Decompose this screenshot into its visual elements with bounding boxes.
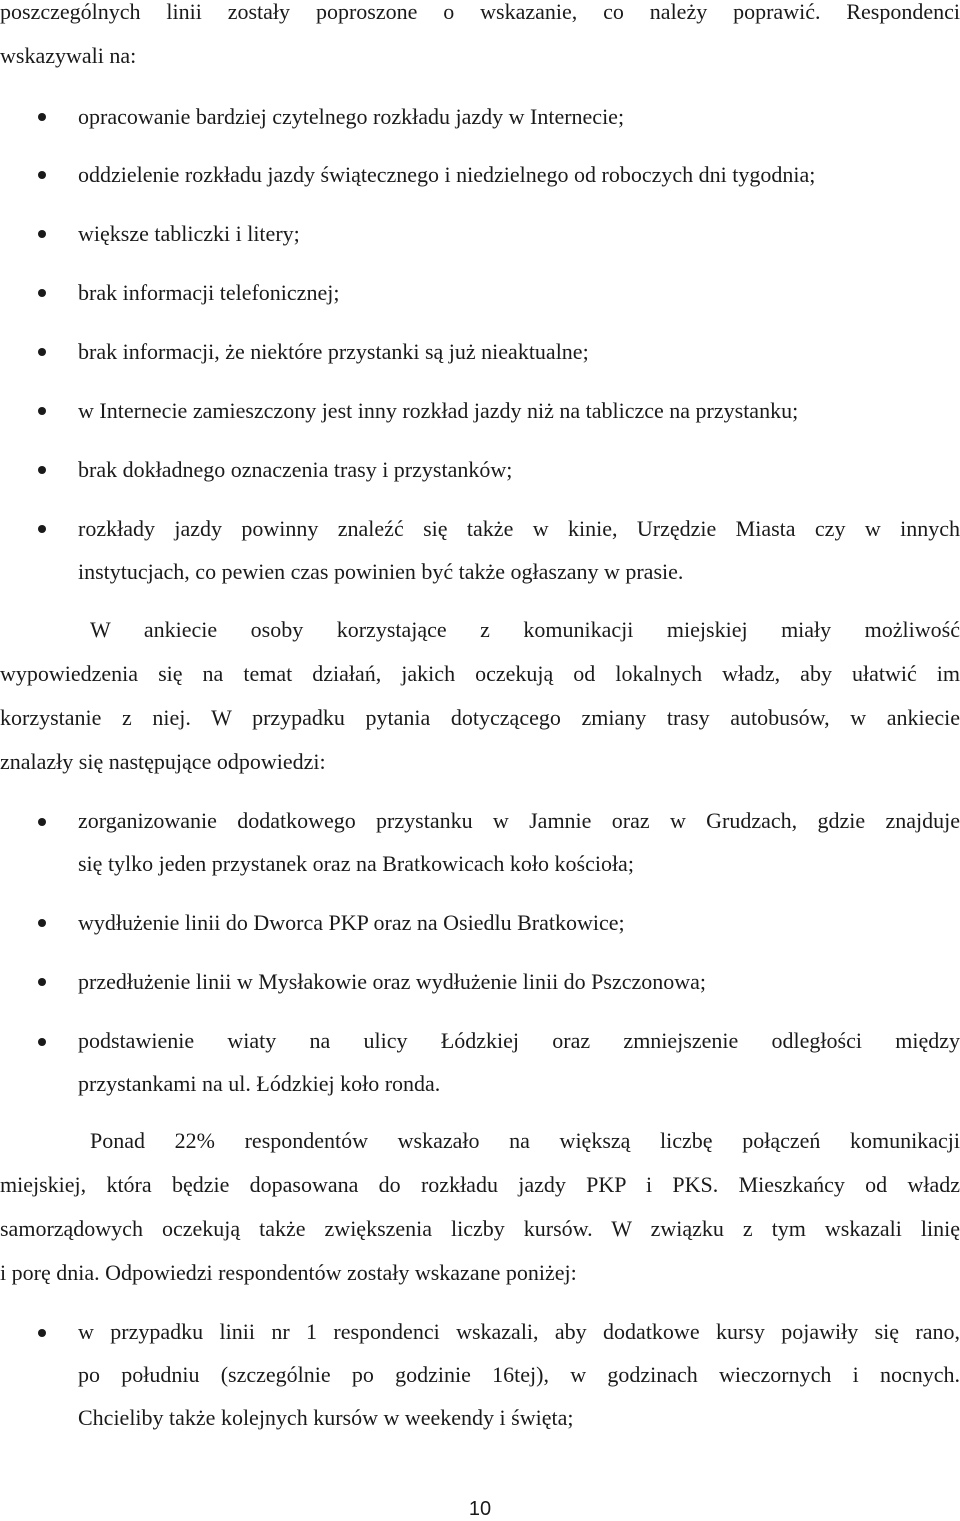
list-item-text: podstawienie wiaty na ulicy Łódzkiej oraz zmniejszenie odległości między: [78, 1028, 960, 1053]
paragraph-line: i porę dnia. Odpowiedzi respondentów zostały wskazane poniżej:: [0, 1260, 577, 1285]
bullet-icon: [38, 113, 46, 121]
bullet-icon: [38, 1329, 46, 1337]
list-item-text: brak dokładnego oznaczenia trasy i przystanków;: [78, 457, 513, 482]
bullet-icon: [38, 919, 46, 927]
paragraph-line: W ankiecie osoby korzystające z komunikacji miejskiej miały możliwość: [90, 617, 960, 642]
list-item-text: w Internecie zamieszczony jest inny rozkład jazdy niż na tabliczce na przystanku;: [78, 398, 799, 423]
list-item-text: oddzielenie rozkładu jazdy świątecznego i niedzielnego od roboczych dni tygodnia;: [78, 162, 816, 187]
page-number: 10: [468, 1498, 492, 1520]
list-item-text: w przypadku linii nr 1 respondenci wskazali, aby dodatkowe kursy pojawiły się rano,: [78, 1319, 960, 1344]
bullet-icon: [38, 818, 46, 826]
intro-line-1: poszczególnych linii zostały poproszone o wskazanie, co należy poprawić. Respondenci: [0, 0, 960, 24]
list-item-text: brak informacji, że niektóre przystanki są już nieaktualne;: [78, 339, 589, 364]
list-item-text: zorganizowanie dodatkowego przystanku w Jamnie oraz w Grudzach, gdzie znajduje: [78, 808, 960, 833]
bullet-icon: [38, 407, 46, 415]
list-item-text: większe tabliczki i litery;: [78, 221, 300, 246]
bullet-icon: [38, 348, 46, 356]
list-item-text: opracowanie bardziej czytelnego rozkładu jazdy w Internecie;: [78, 104, 625, 129]
bullet-icon: [38, 1038, 46, 1046]
list-item-text: rozkłady jazdy powinny znaleźć się także w kinie, Urzędzie Miasta czy w innych: [78, 516, 960, 541]
paragraph-line: korzystanie z niej. W przypadku pytania dotyczącego zmiany trasy autobusów, w ankiecie: [0, 705, 960, 730]
bullet-icon: [38, 289, 46, 297]
intro-line-2: wskazywali na:: [0, 43, 137, 68]
list-item-text: wydłużenie linii do Dworca PKP oraz na Osiedlu Bratkowice;: [78, 910, 625, 935]
list-item-text: przystankami na ul. Łódzkiej koło ronda.: [78, 1071, 441, 1096]
list-item-text: Chcieliby także kolejnych kursów w weekendy i święta;: [78, 1405, 574, 1430]
list-item-text: instytucjach, co pewien czas powinien być także ogłaszany w prasie.: [78, 559, 684, 584]
list-item-text: się tylko jeden przystanek oraz na Bratkowicach koło kościoła;: [78, 851, 634, 876]
bullet-icon: [38, 230, 46, 238]
list-item-text: przedłużenie linii w Mysłakowie oraz wydłużenie linii do Pszczonowa;: [78, 969, 707, 994]
paragraph-line: Ponad 22% respondentów wskazało na większą liczbę połączeń komunikacji: [90, 1128, 960, 1153]
bullet-icon: [38, 171, 46, 179]
paragraph-line: znalazły się następujące odpowiedzi:: [0, 749, 326, 774]
list-item-text: po południu (szczególnie po godzinie 16tej), w godzinach wieczornych i nocnych.: [78, 1362, 960, 1387]
paragraph-line: miejskiej, która będzie dopasowana do rozkładu jazdy PKP i PKS. Mieszkańcy od władz: [0, 1172, 960, 1197]
bullet-icon: [38, 525, 46, 533]
list-item-text: brak informacji telefonicznej;: [78, 280, 340, 305]
paragraph-line: wypowiedzenia się na temat działań, jakich oczekują od lokalnych władz, aby ułatwić im: [0, 661, 960, 686]
paragraph-line: samorządowych oczekują także zwiększenia liczby kursów. W związku z tym wskazali linię: [0, 1216, 960, 1241]
bullet-icon: [38, 466, 46, 474]
bullet-icon: [38, 978, 46, 986]
